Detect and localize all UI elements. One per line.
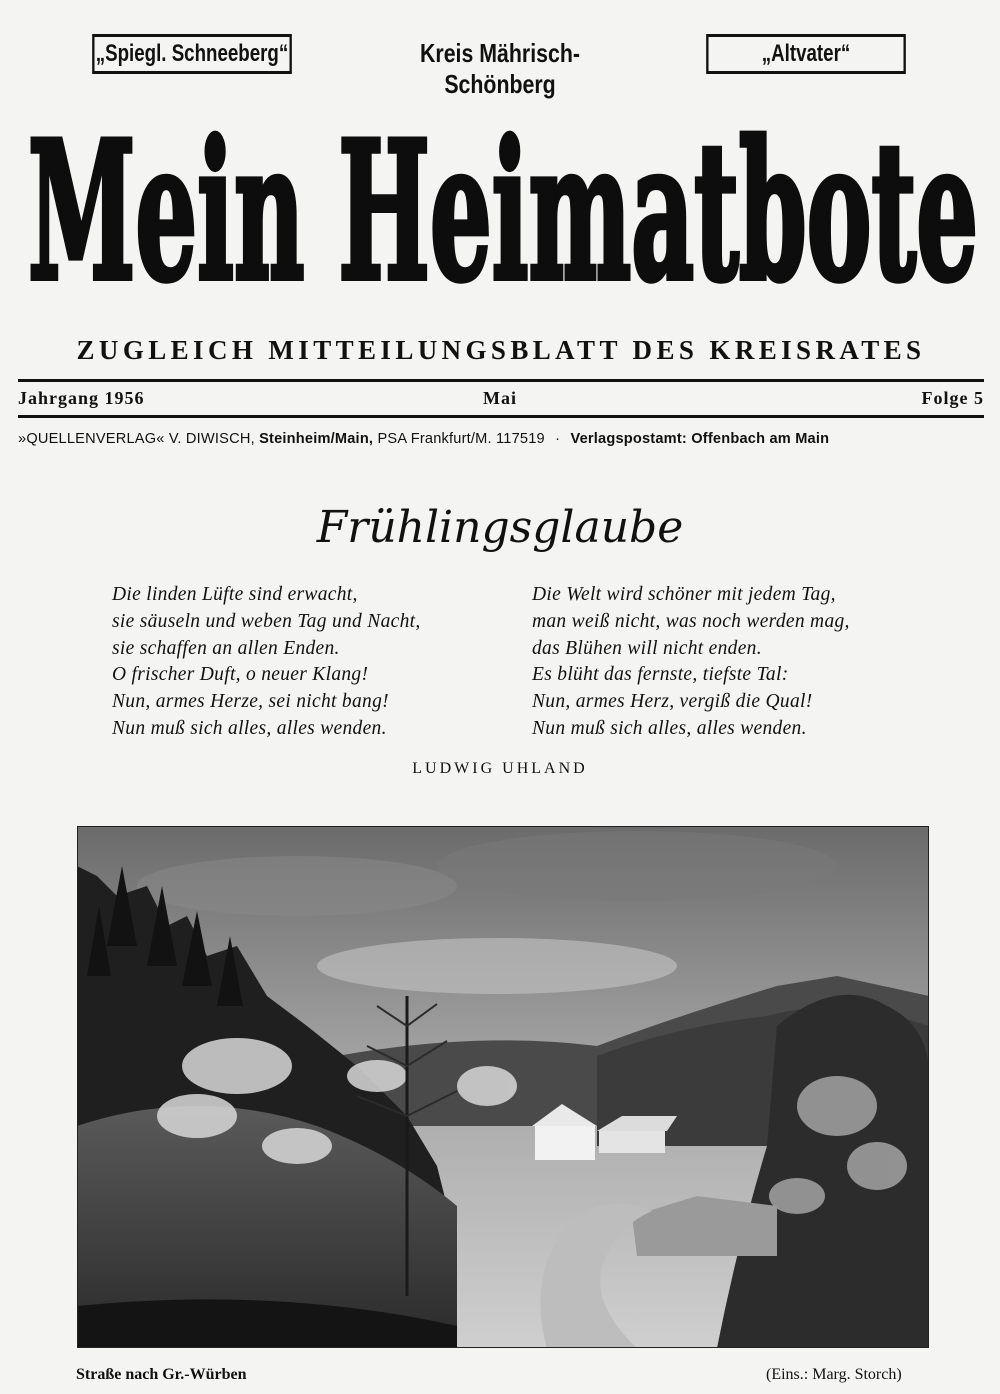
issue-info-row: [18, 388, 984, 412]
header-kreis: Kreis Mährisch-Schönberg: [420, 38, 580, 99]
publisher-psa: PSA Frankfurt/M. 117519: [377, 431, 545, 447]
publisher-postamt: Verlagspostamt: Offenbach am Main: [570, 431, 830, 447]
masthead-title: Mein Heimatbote: [28, 100, 978, 323]
publisher-line: [18, 431, 984, 447]
poem-line: Nun muß sich alles, alles wenden.: [112, 717, 387, 739]
poem-line: O frischer Duft, o neuer Klang!: [112, 664, 369, 686]
poem-stanza-2: [532, 582, 962, 743]
publisher-name: »QUELLENVERLAG« V. DIWISCH,: [18, 431, 255, 447]
divider-bottom: [18, 415, 984, 418]
issue-month: Mai: [483, 388, 517, 408]
photo-caption: Straße nach Gr.-Würben: [76, 1366, 247, 1383]
poem-line: Nun, armes Herz, vergiß die Qual!: [532, 691, 813, 713]
photo-credit: (Eins.: Marg. Storch): [766, 1366, 902, 1383]
publisher-separator: ·: [555, 431, 561, 447]
publisher-city: Steinheim/Main,: [259, 431, 374, 447]
poem-stanza-1: [112, 582, 512, 743]
issue-year: Jahrgang 1956: [18, 388, 145, 408]
header-box-spiegl-schneeberg: [92, 34, 292, 74]
poem-line: Nun, armes Herze, sei nicht bang!: [112, 691, 389, 713]
header-box-right-text: „Altvater“: [761, 40, 851, 67]
poem-author: LUDWIG UHLAND: [412, 760, 588, 777]
poem-line: man weiß nicht, was noch werden mag,: [532, 610, 850, 632]
poem-line: Die Welt wird schöner mit jedem Tag,: [532, 584, 836, 605]
poem-line: sie schaffen an allen Enden.: [112, 637, 340, 659]
masthead-subtitle: ZUGLEICH MITTEILUNGSBLATT DES KREISRATES: [76, 335, 926, 365]
poem-line: Es blüht das fernste, tiefste Tal:: [532, 664, 789, 686]
masthead-logo: [18, 88, 988, 328]
poem-title: Frühlingsglaube: [316, 502, 684, 553]
header-box-altvater: [706, 34, 906, 74]
issue-number: Folge 5: [921, 388, 984, 408]
poem-line: Die linden Lüfte sind erwacht,: [112, 584, 358, 605]
divider-top: [18, 379, 984, 382]
poem-line: Nun muß sich alles, alles wenden.: [532, 717, 807, 739]
poem-line: das Blühen will nicht enden.: [532, 637, 762, 659]
header-box-left-text: „Spiegl. Schneeberg“: [95, 40, 289, 67]
poem-line: sie säuseln und weben Tag und Nacht,: [112, 610, 421, 632]
landscape-photo: [77, 826, 929, 1348]
